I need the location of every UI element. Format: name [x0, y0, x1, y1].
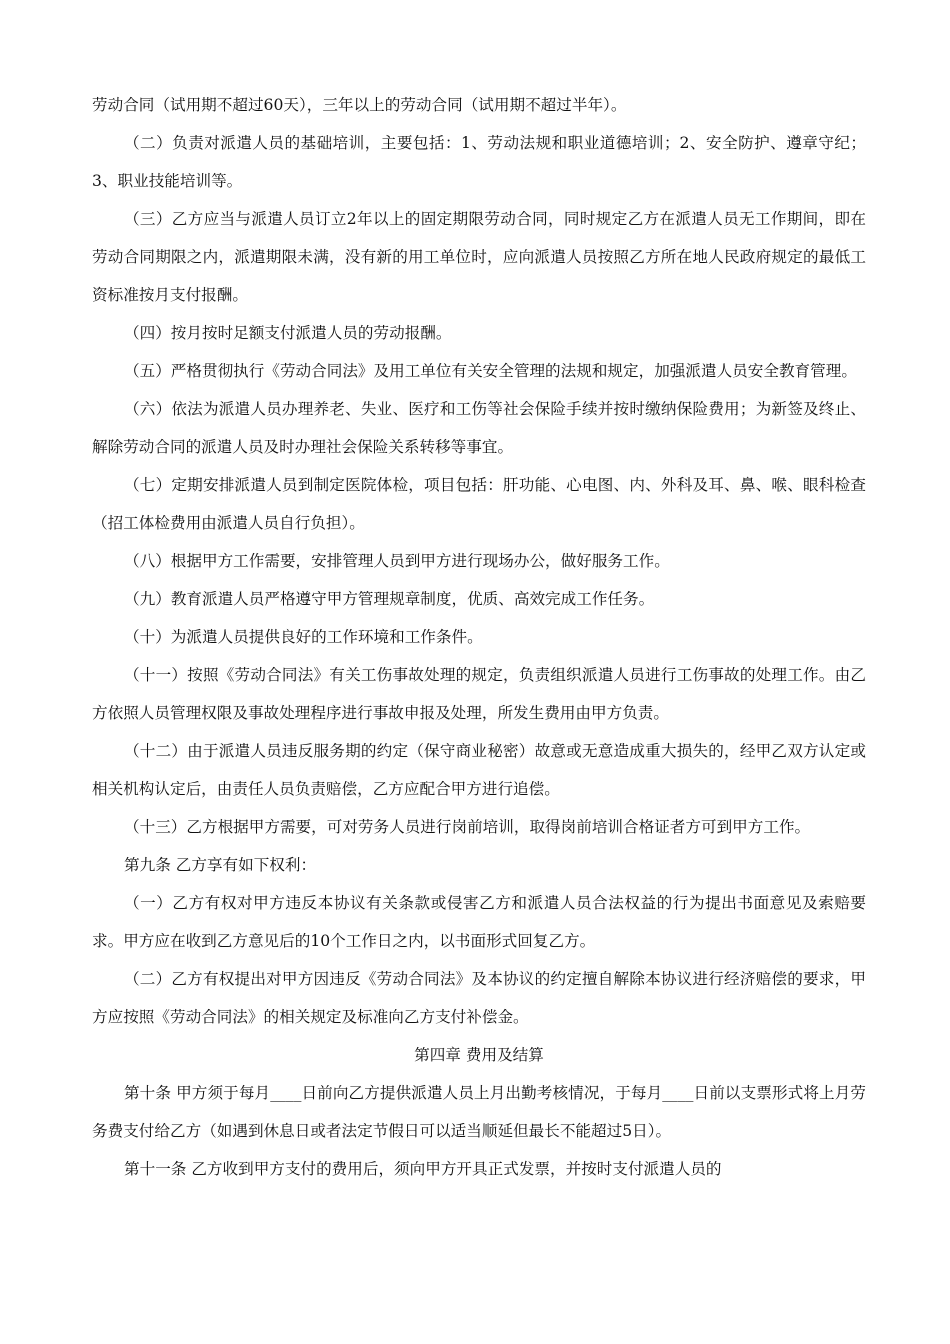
article-9-heading: 第九条 乙方享有如下权利： — [124, 856, 317, 874]
paragraph-item-8-onsite: （八）根据甲方工作需要，安排管理人员到甲方进行现场办公，做好服务工作。 — [124, 552, 670, 570]
paragraph-item-11-injury: （十一）按照《劳动合同法》有关工伤事故处理的规定，负责组织派遣人员进行工伤事故的处理工作。由乙方依照人员管理权限及事故处理程序进行事故申报及处理，所发生费用由甲方负责。 — [92, 666, 866, 722]
paragraph-item-7-checkup: （七）定期安排派遣人员到制定医院体检，项目包括：肝功能、心电图、内、外科及耳、鼻、喉、眼科检查（招工体检费用由派遣人员自行负担）。 — [92, 476, 866, 532]
article-10-payment: 第十条 甲方须于每月____日前向乙方提供派遣人员上月出勤考核情况，于每月____日前以支票形式将上月劳务费支付给乙方（如遇到休息日或者法定节假日可以适当顺延但最长不能超过5日）。 — [92, 1084, 866, 1140]
chapter-title: 第四章 费用及结算 — [414, 1046, 544, 1064]
paragraph-right-2-compensation: （二）乙方有权提出对甲方因违反《劳动合同法》及本协议的约定擅自解除本协议进行经济赔偿的要求，甲方应按照《劳动合同法》的相关规定及标准向乙方支付补偿金。 — [92, 970, 866, 1026]
paragraph-item-2-training: （二）负责对派遣人员的基础培训，主要包括：1、劳动法规和职业道德培训；2、安全防护、遵章守纪；3、职业技能培训等。 — [92, 134, 866, 190]
paragraph-item-10-environment: （十）为派遣人员提供良好的工作环境和工作条件。 — [124, 628, 483, 646]
paragraph-item-3-fixed-term: （三）乙方应当与派遣人员订立2年以上的固定期限劳动合同，同时规定乙方在派遣人员无工作期间，即在劳动合同期限之内，派遣期限未满，没有新的用工单位时，应向派遣人员按照乙方所在地人民政府规定的最低工资标准按月支付报酬。 — [92, 210, 866, 304]
paragraph-item-6-insurance: （六）依法为派遣人员办理养老、失业、医疗和工伤等社会保险手续并按时缴纳保险费用；为新签及终止、解除劳动合同的派遣人员及时办理社会保险关系转移等事宜。 — [92, 400, 866, 456]
paragraph-item-4-pay: （四）按月按时足额支付派遣人员的劳动报酬。 — [124, 324, 452, 342]
paragraph-contract-probation: 劳动合同（试用期不超过60天），三年以上的劳动合同（试用期不超过半年）。 — [92, 96, 627, 114]
paragraph-item-12-damages: （十二）由于派遣人员违反服务期的约定（保守商业秘密）故意或无意造成重大损失的，经甲乙双方认定或相关机构认定后，由责任人员负责赔偿，乙方应配合甲方进行追偿。 — [92, 742, 866, 798]
paragraph-item-5-safety: （五）严格贯彻执行《劳动合同法》及用工单位有关安全管理的法规和规定，加强派遣人员安全教育管理。 — [124, 362, 857, 380]
document-page — [92, 86, 866, 1188]
paragraph-item-9-rules: （九）教育派遣人员严格遵守甲方管理规章制度，优质、高效完成工作任务。 — [124, 590, 655, 608]
article-11-invoice: 第十一条 乙方收到甲方支付的费用后，须向甲方开具正式发票，并按时支付派遣人员的 — [124, 1160, 722, 1178]
paragraph-right-1-claims: （一）乙方有权对甲方违反本协议有关条款或侵害乙方和派遣人员合法权益的行为提出书面意见及索赔要求。甲方应在收到乙方意见后的10个工作日之内，以书面形式回复乙方。 — [92, 894, 866, 950]
paragraph-item-13-pre-job-training: （十三）乙方根据甲方需要，可对劳务人员进行岗前培训，取得岗前培训合格证者方可到甲方工作。 — [124, 818, 811, 836]
